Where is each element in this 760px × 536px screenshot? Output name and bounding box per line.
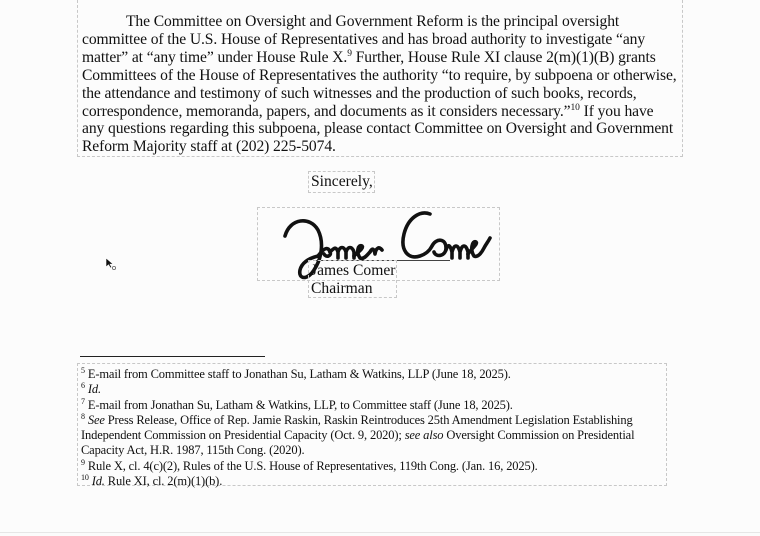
signatory-title: Chairman bbox=[311, 280, 373, 297]
signatory-block[interactable] bbox=[308, 260, 397, 298]
footnote-ref-9[interactable]: 9 bbox=[347, 48, 352, 59]
footnote-9 bbox=[81, 459, 664, 474]
arrow-pointer-busy-icon bbox=[105, 257, 117, 271]
footnote-text: Rule X, cl. 4(c)(2), Rules of the U.S. House of Representatives, 119th Cong. (Jan. 16, 2025). bbox=[87, 458, 538, 473]
footnote-number: 5 bbox=[81, 366, 85, 375]
footnote-number: 7 bbox=[81, 396, 85, 406]
signatory-name: James Comer bbox=[311, 262, 396, 279]
paragraph-text-1: The Committee on Oversight and Government Reform is the principal oversight committee of the U.S. House of Representatives and has broad authority to investigate “any matter” at “any time” under House Rule X. bbox=[82, 13, 646, 66]
footnote-separator bbox=[80, 356, 265, 357]
footnote-number: 8 bbox=[81, 411, 85, 421]
footnote-10 bbox=[81, 474, 664, 489]
footnote-italic: See bbox=[87, 412, 105, 427]
footnote-number: 10 bbox=[81, 473, 89, 483]
footnote-text: Rule XI, cl. 2(m)(1)(b). bbox=[104, 474, 223, 489]
footnote-5 bbox=[81, 367, 664, 382]
paragraph-text-3: If you have any questions regarding this subpoena, please contact Committee on Oversight and Government Reform Majority staff at (202) 225-5074. bbox=[82, 102, 674, 156]
paragraph-text-2: Further, House Rule XI clause 2(m)(1)(B) grants Committees of the House of Representatives the authority “to require, by subpoena or otherwise, the attendance and testimony of such witnesses and the production of such books, records, correspondence, memoranda, papers, and documents as it considers necessary.” bbox=[82, 48, 677, 120]
closing-text[interactable]: Sincerely, bbox=[308, 171, 375, 193]
footnote-italic: Id. bbox=[87, 382, 101, 397]
footnote-text: E-mail from Jonathan Su, Latham & Watkins, LLP, to Committee staff (June 18, 2025). bbox=[87, 397, 513, 412]
footnote-8 bbox=[81, 413, 664, 459]
footnote-7 bbox=[81, 398, 664, 413]
body-paragraph[interactable] bbox=[77, 0, 683, 157]
footnote-number: 9 bbox=[81, 457, 85, 467]
footnote-ref-10[interactable]: 10 bbox=[570, 102, 580, 113]
footnote-6 bbox=[81, 382, 664, 397]
footnote-text: Press Release, Office of Rep. Jamie Raskin, Raskin Reintroduces 25th Amendment Legislation Establishing Independent Commission on Presidential Capacity (Oct. 9, 2020); bbox=[81, 412, 633, 443]
footnote-text: E-mail from Committee staff to Jonathan Su, Latham & Watkins, LLP (June 18, 2025). bbox=[87, 367, 511, 381]
footnote-text: Oversight Commission on Presidential Capacity Act, H.R. 1987, 115th Cong. (2020). bbox=[81, 428, 635, 458]
footnote-italic: Id. bbox=[91, 474, 105, 489]
footnote-number: 6 bbox=[81, 381, 85, 391]
footnotes-block[interactable] bbox=[77, 363, 667, 489]
footnote-italic: see also bbox=[404, 428, 444, 443]
